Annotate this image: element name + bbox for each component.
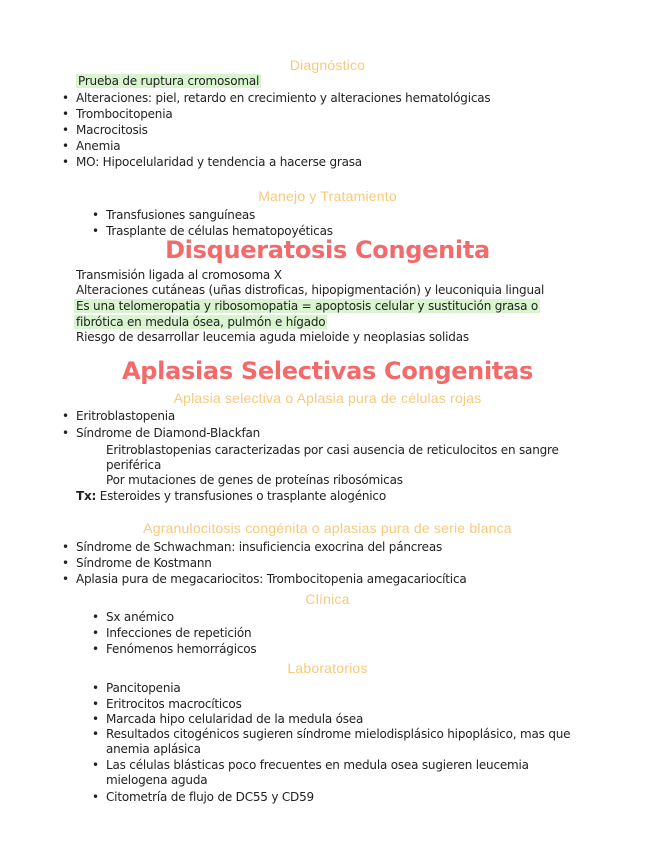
- bullet: •: [62, 409, 70, 423]
- bullet: •: [92, 208, 100, 222]
- bullet: •: [62, 123, 70, 137]
- bullet: •: [62, 540, 70, 554]
- list-item: Fenómenos hemorrágicos: [106, 642, 257, 656]
- text-line: Transmisión ligada al cromosoma X: [76, 268, 282, 282]
- bullet: •: [92, 626, 100, 640]
- bullet: •: [92, 790, 100, 804]
- list-item: Trombocitopenia: [76, 107, 173, 121]
- diagnostico-highlight: [76, 74, 261, 89]
- text-line: Por mutaciones de genes de proteínas ribosómicas: [106, 473, 403, 487]
- diagnostico-heading: Diagnóstico: [289, 57, 366, 73]
- list-item: Síndrome de Kostmann: [76, 556, 212, 570]
- list-item-continuation: mielogena aguda: [106, 773, 208, 787]
- bullet: •: [62, 155, 70, 169]
- list-item: Pancitopenia: [106, 681, 181, 695]
- aplasias-subtitle: Aplasia selectiva o Aplasia pura de células rojas: [173, 390, 482, 406]
- text-line: Riesgo de desarrollar leucemia aguda mieloide y neoplasias solidas: [76, 330, 469, 344]
- list-item: Citometría de flujo de DC55 y CD59: [106, 790, 314, 804]
- bullet: •: [62, 139, 70, 153]
- tx-text: Esteroides y transfusiones o trasplante alogénico: [96, 489, 386, 503]
- highlight-text: Es una telomeropatia y ribosomopatia = apoptosis celular y sustitución grasa o: [76, 299, 538, 313]
- list-item: Síndrome de Diamond-Blackfan: [76, 426, 261, 440]
- bullet: •: [92, 697, 100, 711]
- bullet: •: [62, 556, 70, 570]
- list-item: Trasplante de células hematopoyéticas: [106, 224, 333, 238]
- highlight-text: fibrótica en medula ósea, pulmón e hígado: [76, 315, 326, 329]
- list-item: Transfusiones sanguíneas: [106, 208, 256, 222]
- agranulocitosis-heading: Agranulocitosis congénita o aplasias pura de serie blanca: [143, 520, 512, 536]
- list-item-continuation: anemia aplásica: [106, 742, 201, 756]
- list-item: Síndrome de Schwachman: insuficiencia exocrina del páncreas: [76, 540, 443, 554]
- bullet: •: [92, 681, 100, 695]
- bullet: •: [92, 727, 100, 741]
- list-item: Marcada hipo celularidad de la medula ósea: [106, 712, 364, 726]
- text-line: periférica: [106, 458, 162, 472]
- clinica-heading: Clínica: [305, 591, 350, 607]
- bullet: •: [62, 107, 70, 121]
- list-item: Resultados citogénicos sugieren síndrome mielodisplásico hipoplásico, mas que: [106, 727, 571, 741]
- highlight-line: [74, 299, 540, 314]
- bullet: •: [92, 712, 100, 726]
- text-line: Eritroblastopenias caracterizadas por casi ausencia de reticulocitos en sangre: [106, 443, 559, 457]
- list-item: Eritroblastopenia: [76, 409, 176, 423]
- tx-label: Tx:: [76, 489, 97, 503]
- bullet: •: [62, 572, 70, 586]
- list-item: Sx anémico: [106, 610, 174, 624]
- list-item: Eritrocitos macrocíticos: [106, 697, 242, 711]
- disqueratosis-title: Disqueratosis Congenita: [165, 236, 490, 264]
- list-item: Macrocitosis: [76, 123, 148, 137]
- aplasias-title: Aplasias Selectivas Congenitas: [122, 357, 533, 385]
- bullet: •: [62, 91, 70, 105]
- laboratorios-heading: Laboratorios: [287, 660, 368, 676]
- highlight-line: [74, 315, 327, 330]
- treatment-line: [76, 489, 386, 504]
- highlight-text: Prueba de ruptura cromosomal: [78, 74, 260, 88]
- bullet: •: [92, 224, 100, 238]
- list-item: Aplasia pura de megacariocitos: Trombocitopenia amegacariocítica: [76, 572, 467, 586]
- list-item: Las células blásticas poco frecuentes en medula osea sugieren leucemia: [106, 758, 529, 772]
- bullet: •: [62, 426, 70, 440]
- list-item: MO: Hipocelularidad y tendencia a hacerse grasa: [76, 155, 362, 169]
- list-item: Alteraciones: piel, retardo en crecimiento y alteraciones hematológicas: [76, 91, 491, 105]
- bullet: •: [92, 642, 100, 656]
- text-line: Alteraciones cutáneas (uñas distroficas, hipopigmentación) y leuconiquia lingual: [76, 283, 545, 297]
- manejo-heading: Manejo y Tratamiento: [258, 188, 397, 204]
- bullet: •: [92, 610, 100, 624]
- list-item: Infecciones de repetición: [106, 626, 252, 640]
- list-item: Anemia: [76, 139, 121, 153]
- bullet: •: [92, 758, 100, 772]
